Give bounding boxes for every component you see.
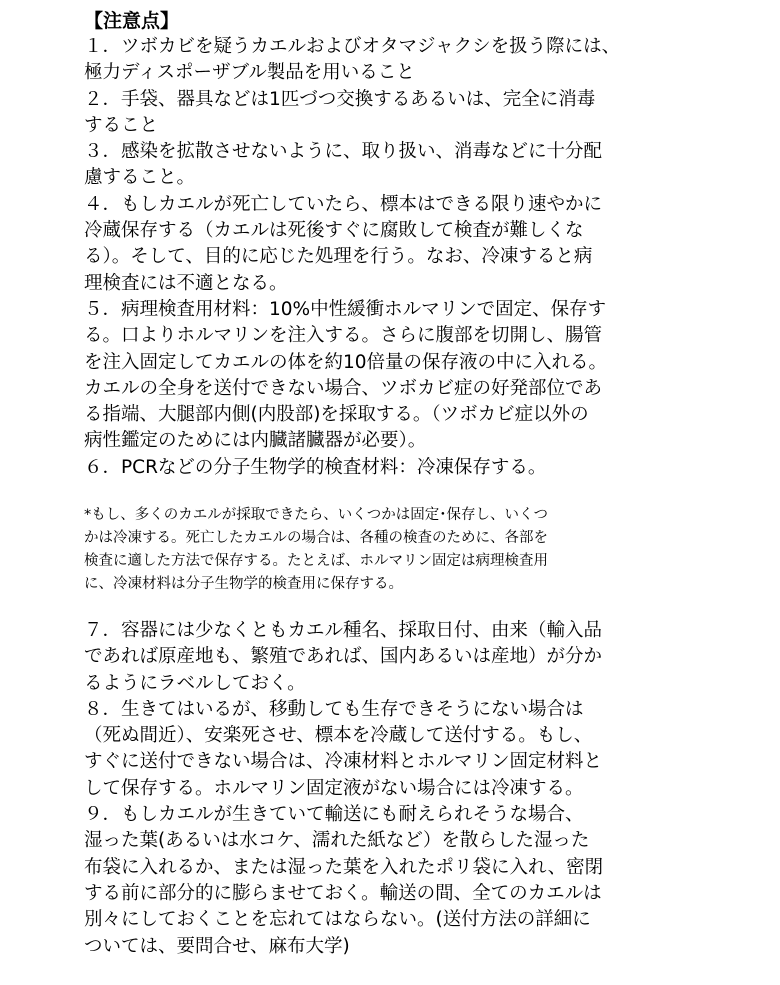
text-line: 慮すること。: [84, 167, 196, 189]
text-line: 布袋に入れるか、または湿った葉を入れたポリ袋に入れ、密閉: [84, 856, 604, 878]
text-line: る）。そして、目的に応じた処理を行う。なお、冷凍すると病: [84, 246, 593, 268]
text-line: すること: [84, 114, 159, 136]
text-line: 冷蔵保存する（カエルは死後すぐに腐敗して検査が難しくな: [84, 220, 584, 242]
text-line: 別々にしておくことを忘れてはならない。(送付方法の詳細に: [84, 909, 591, 931]
note-line: *もし、多くのカエルが採取できたら、いくつかは固定･保存し、いくつ: [84, 507, 548, 523]
note-line: かは冷凍する。死亡したカエルの場合は、各種の検査のために、各部を: [84, 530, 548, 546]
text-line: ２．手袋、器具などは1匹づつ交換するあるいは、完全に消毒: [84, 88, 596, 110]
text-line: 湿った葉(あるいは水コケ、濡れた紙など）を散らした湿った: [84, 830, 590, 852]
text-line: であれば原産地も、繁殖であれば、国内あるいは産地）が分か: [84, 646, 603, 668]
text-line: １．ツボカビを疑うカエルおよびオタマジャクシを扱う際には、: [84, 36, 621, 57]
text-line: ４．もしカエルが死亡していたら、標本はできる限り速やかに: [84, 193, 603, 215]
precautions-list-part-2: [84, 618, 603, 960]
text-line: する前に部分的に膨らませておく。輸送の間、全てのカエルは: [84, 882, 602, 904]
text-line: して保存する。ホルマリン固定液がない場合には冷凍する。: [84, 777, 584, 799]
text-line: ９．もしカエルが生きていて輸送にも耐えられそうな場合、: [84, 804, 584, 826]
text-line: すぐに送付できない場合は、冷凍材料とホルマリン固定材料と: [84, 751, 603, 773]
note-line: 検査に適した方法で保存する。たとえば、ホルマリン固定は病理検査用: [84, 553, 548, 569]
text-line: ７．容器には少なくともカエル種名、採取日付、由来（輸入品: [84, 620, 603, 641]
text-line: ５．病理検査用材料：10%中性緩衝ホルマリンで固定、保存す: [84, 298, 607, 320]
footnote-block: [84, 504, 548, 596]
note-line: に、冷凍材料は分子生物学的検査用に保存する。: [84, 576, 403, 592]
text-line: 理検査には不適となる。: [84, 272, 288, 294]
precautions-list-part-1: [84, 34, 620, 481]
text-line: ついては、要問合せ、麻布大学): [84, 935, 350, 957]
text-line: 極力ディスポーザブル製品を用いること: [84, 62, 415, 84]
text-line: を注入固定してカエルの体を約10倍量の保存液の中に入れる。: [84, 351, 608, 373]
text-line: るようにラベルしておく。: [84, 672, 306, 694]
text-line: ８．生きてはいるが、移動しても生存できそうにない場合は: [84, 698, 584, 720]
section-heading: 【注意点】: [84, 10, 180, 32]
text-line: 病性鑑定のためには内臓諸臓器が必要）。: [84, 430, 427, 452]
text-line: カエルの全身を送付できない場合、ツボカビ症の好発部位であ: [84, 377, 603, 399]
text-line: る。口よりホルマリンを注入する。さらに腹部を切開し、腸管: [84, 325, 603, 347]
text-line: （死ぬ間近）、安楽死させ、標本を冷蔵して送付する。もし、: [84, 725, 593, 747]
text-line: ３．感染を拡散させないように、取り扱い、消毒などに十分配: [84, 141, 603, 163]
text-line: ６．PCRなどの分子生物学的検査材料：冷凍保存する。: [84, 456, 547, 478]
text-line: る指端、大腿部内側(内股部)を採取する。（ツボカビ症以外の: [84, 404, 589, 426]
